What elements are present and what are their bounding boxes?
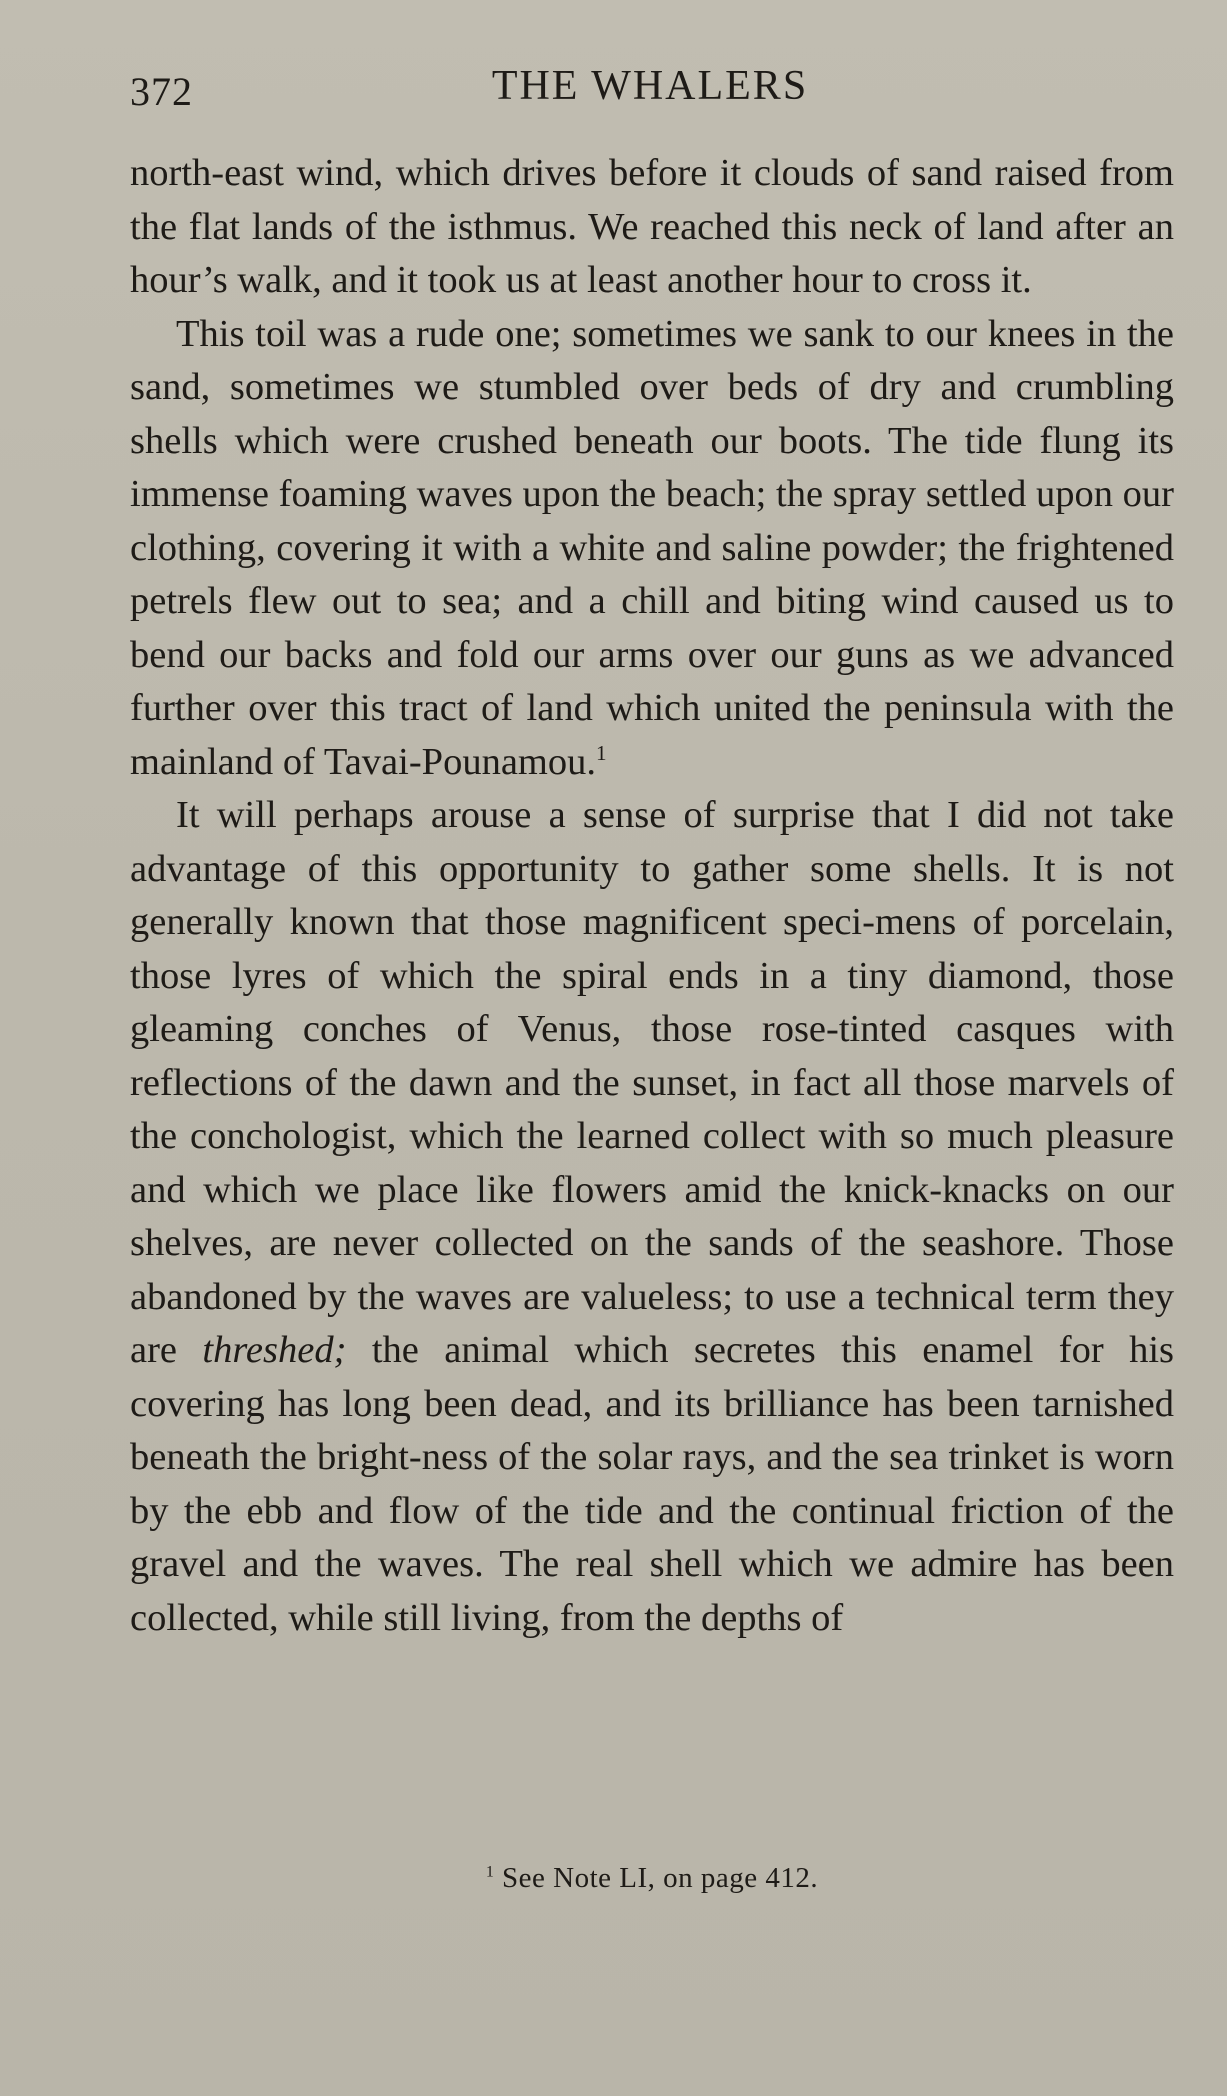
italic-term: threshed; [202,1329,347,1371]
footnote-marker: 1 [485,1863,495,1881]
paragraph-3 [130,789,1174,1645]
page-number: 372 [130,69,193,114]
paragraph-1 [130,147,1174,308]
paragraph-2 [130,308,1174,790]
paragraph-2-text: This toil was a rude one; sometimes we sank to our knees in the sand, sometimes we stumbled over beds of dry and crumbling shells which were crushed beneath our boots. The tide flung its immense foaming waves upon the beach; the spray settled upon our clothing, covering it with a white and saline powder; the frightened petrels flew out to sea; and a chill and biting wind caused us to bend our backs and fold our arms over our guns as we advanced further over this tract of land which united the peninsula with the mainland of Tavai-Pounamou. [130,312,1174,783]
paragraph-1-text: north-east wind, which drives before it clouds of sand raised from the flat lands of the isthmus. We reached this neck of land after an hour’s walk, and it took us at least another hour to cross it. [130,152,1174,301]
page-header [130,62,1170,122]
footnote-text: See Note LI, on page 412. [502,1862,819,1894]
footnote [130,1862,1174,1895]
paragraph-3-text-b: the animal which secretes this enamel for his covering has long been dead, and its brilliance has been tarnished beneath the bright-ness of the solar rays, and the sea trinket is worn by the ebb and flow of the tide and the continual friction of the gravel and the waves. The real shell which we admire has been collected, while still living, from the depths of [130,1329,1175,1639]
running-title: THE WHALERS [491,63,809,109]
body-text [130,147,1174,1645]
paragraph-3-text-a: It will perhaps arouse a sense of surprise that I did not take advantage of this opportunity to gather some shells. It is not generally known that those magnificent speci-mens of porcelain, those lyres of which the spiral ends in a tiny diamond, those gleaming conches of Venus, those rose-tinted casques with reflections of the dawn and the sunset, in fact all those marvels of the conchologist, which the learned collect with so much pleasure and which we place like flowers amid the knick-knacks on our shelves, are never collected on the sands of the seashore. Those abandoned by the waves are valueless; to use a technical term they are [130,794,1174,1371]
footnote-reference: 1 [596,740,607,765]
